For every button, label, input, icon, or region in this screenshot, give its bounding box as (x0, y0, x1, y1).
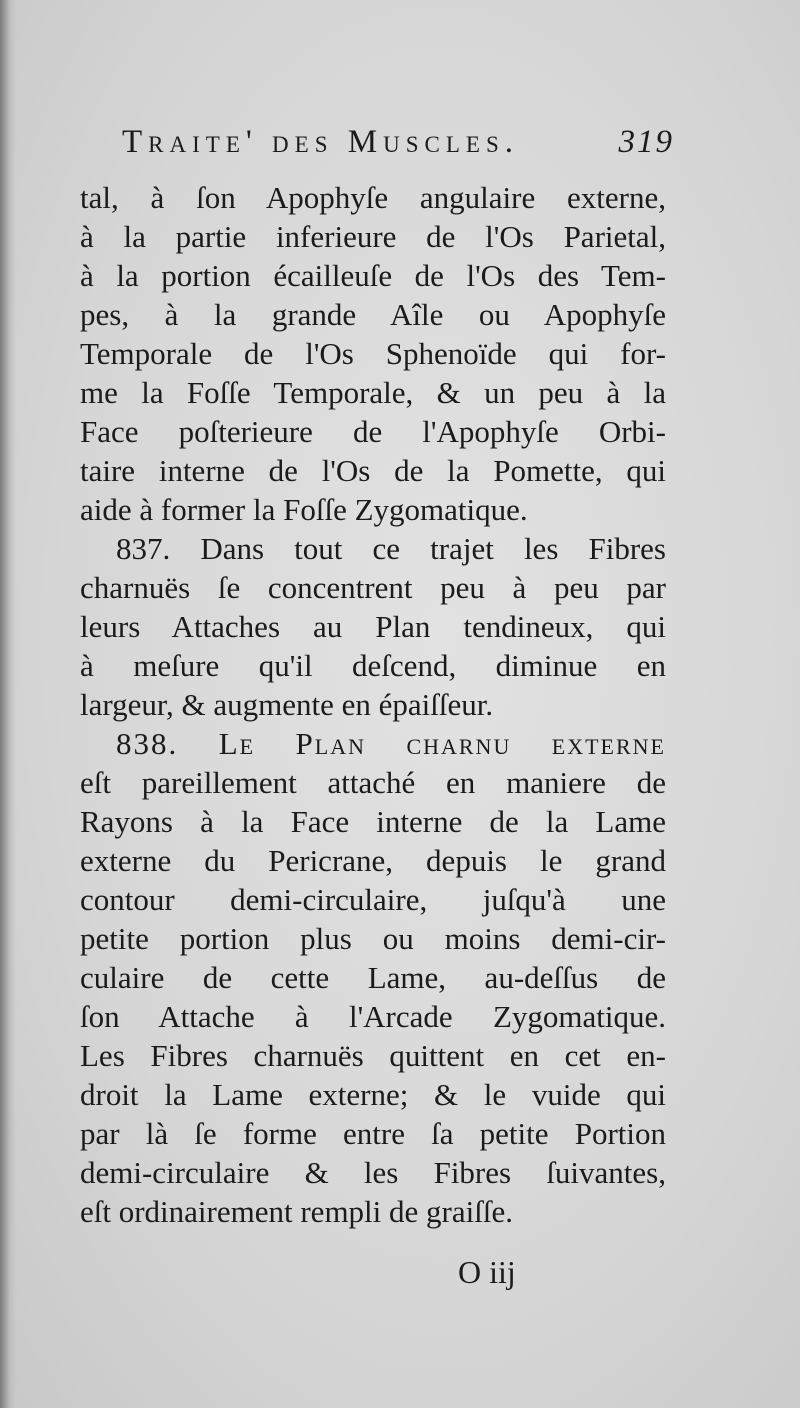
text-line: me la Foſſe Temporale, & un peu à la (80, 375, 666, 410)
text-line: par là ſe forme entre ſa petite Portion (80, 1116, 666, 1151)
text-line: tal, à ſon Apophyſe angulaire externe, (80, 180, 666, 215)
text-line: externe du Pericrane, depuis le grand (80, 843, 666, 878)
text-line: Face poſterieure de l'Apophyſe Orbi- (80, 414, 666, 449)
text-line: droit la Lame externe; & le vuide qui (80, 1077, 666, 1112)
body-text (80, 178, 666, 1231)
text-line: ſon Attache à l'Arcade Zygomatique. (80, 999, 666, 1034)
text-line: petite portion plus ou moins demi-cir- (80, 921, 666, 956)
text-line: aide à former la Foſſe Zygomatique. (80, 492, 528, 527)
page-header (122, 124, 674, 174)
paragraph-837-start: 837. Dans tout ce trajet les Fibres (116, 531, 666, 566)
text-line: Rayons à la Face interne de la Lame (80, 804, 666, 839)
text-line: charnuës ſe concentrent peu à peu par (80, 570, 666, 605)
page-number: 319 (618, 124, 674, 160)
paragraph-838-start: 838. Le Plan charnu externe (116, 726, 666, 761)
text-line: taire interne de l'Os de la Pomette, qui (80, 453, 666, 488)
text-line: eſt pareillement attaché en maniere de (80, 765, 666, 800)
text-line: Les Fibres charnuës quittent en cet en- (80, 1038, 666, 1073)
text-line: contour demi-circulaire, juſqu'à une (80, 882, 666, 917)
text-line: à meſure qu'il deſcend, diminue en (80, 648, 666, 683)
text-line: Temporale de l'Os Sphenoïde qui for- (80, 336, 666, 371)
text-line: à la portion écailleuſe de l'Os des Tem- (80, 258, 666, 293)
text-line: eſt ordinairement rempli de graiſſe. (80, 1194, 513, 1229)
running-title: Traite' des Muscles. (122, 124, 519, 160)
text-line: à la partie inferieure de l'Os Parietal, (80, 219, 666, 254)
text-line: culaire de cette Lame, au-deſſus de (80, 960, 666, 995)
text-line: demi-circulaire & les Fibres ſuivantes, (80, 1155, 666, 1190)
signature-mark: O iij (458, 1254, 516, 1290)
gutter-shadow (0, 0, 16, 1408)
text-line: leurs Attaches au Plan tendineux, qui (80, 609, 666, 644)
text-line: largeur, & augmente en épaiſſeur. (80, 687, 494, 722)
text-line: pes, à la grande Aîle ou Apophyſe (80, 297, 666, 332)
